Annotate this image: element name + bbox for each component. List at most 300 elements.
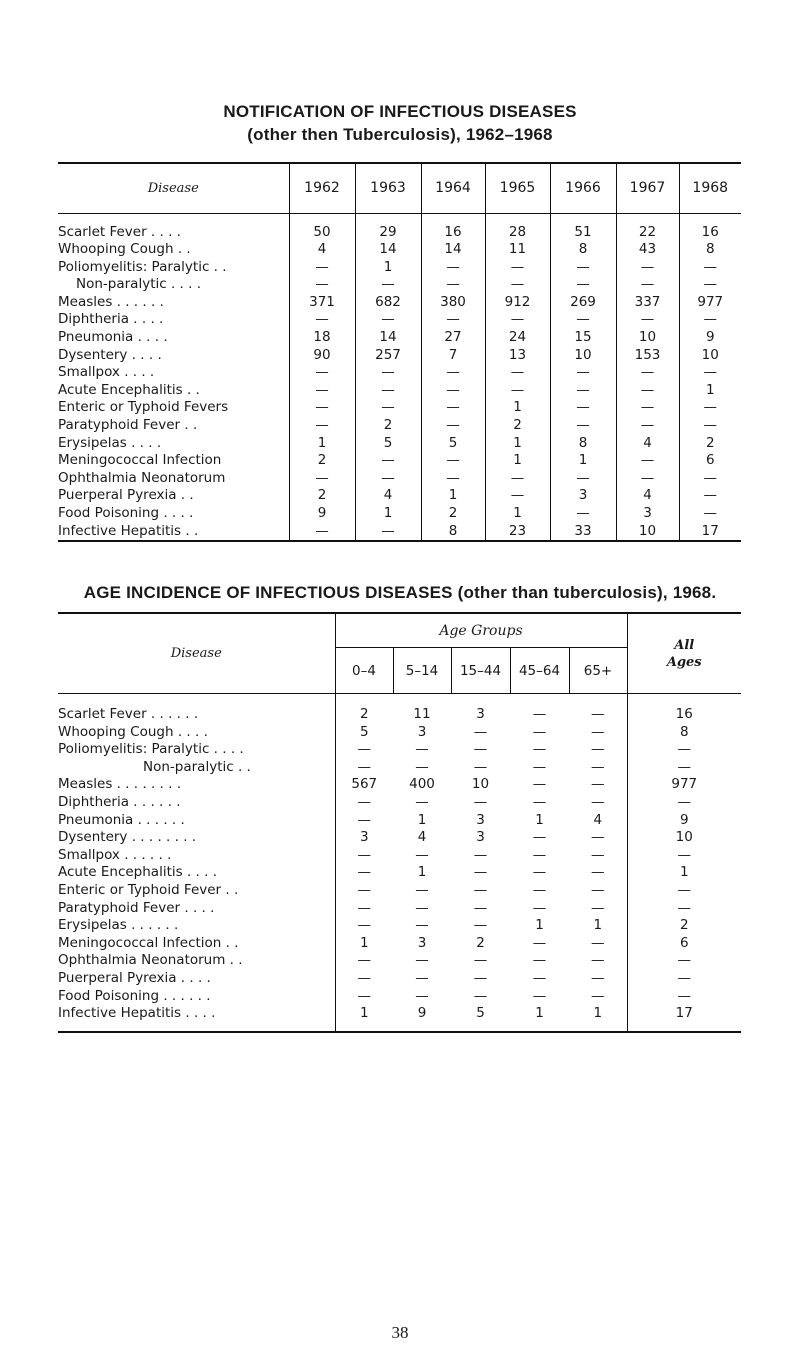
value-cell: 2 [627, 917, 741, 935]
value-cell: 9 [393, 1005, 451, 1032]
col-header-year: 1965 [485, 163, 550, 213]
value-cell: 8 [550, 241, 616, 259]
disease-name: Erysipelas . . . . . . [58, 917, 179, 934]
spacer-row [58, 213, 741, 224]
value-cell: — [415, 899, 429, 916]
value-cell: 24 [485, 329, 550, 347]
table-row [58, 935, 741, 953]
value-cell: — [532, 899, 547, 916]
value-cell: — [591, 934, 605, 951]
value-cell: — [532, 758, 547, 775]
disease-name: Poliomyelitis: Paralytic . . . . [58, 741, 244, 758]
table-row [58, 435, 741, 453]
value-cell: 4 [289, 241, 355, 259]
value-cell: — [335, 988, 393, 1006]
value-cell: 13 [485, 347, 550, 365]
value-cell: — [473, 864, 488, 881]
value-cell: 90 [289, 347, 355, 365]
spacer-cell [485, 213, 550, 224]
value-cell: — [550, 311, 616, 329]
disease-name: Diphtheria . . . . . . [58, 793, 181, 810]
col-header-age: 65+ [569, 648, 627, 694]
spacer-cell [58, 213, 289, 224]
table-row [58, 347, 741, 365]
value-cell: 14 [355, 329, 421, 347]
value-cell: 1 [485, 435, 550, 453]
value-cell: — [485, 487, 550, 505]
value-cell: — [421, 382, 485, 400]
value-cell: — [627, 882, 741, 900]
value-cell: 10 [616, 329, 679, 347]
value-cell: 9 [289, 505, 355, 523]
value-cell: 2 [289, 452, 355, 470]
value-cell: — [335, 900, 393, 918]
disease-name: Infective Hepatitis . . [58, 523, 289, 542]
value-cell: 11 [485, 241, 550, 259]
value-cell: 567 [335, 776, 393, 794]
value-cell: — [550, 382, 616, 400]
disease-name: Pneumonia . . . . [58, 329, 168, 346]
disease-name: Non-paralytic . . [143, 758, 251, 775]
value-cell: 4 [593, 811, 603, 828]
disease-name: Scarlet Fever . . . . [58, 223, 181, 240]
table-row [58, 794, 741, 812]
table-row [58, 329, 741, 347]
table-row [58, 706, 741, 724]
value-cell: — [679, 259, 741, 277]
value-cell: — [473, 793, 488, 810]
disease-name: Whooping Cough . . . . [58, 723, 208, 740]
col-header-disease: Disease [58, 163, 289, 213]
value-cell: — [335, 864, 393, 882]
value-cell: — [627, 900, 741, 918]
col-header-age: 5–14 [393, 648, 451, 694]
value-cell: — [473, 723, 488, 740]
value-cell: — [591, 899, 605, 916]
value-cell: — [591, 706, 605, 722]
value-cell: 5 [421, 435, 485, 453]
value-cell: — [289, 523, 355, 542]
table-row [58, 417, 741, 435]
spacer-row [58, 694, 741, 707]
value-cell: — [485, 311, 550, 329]
all-ages-line2: Ages [666, 654, 702, 670]
disease-name: Dysentery . . . . [58, 346, 162, 363]
table-row [58, 241, 741, 259]
value-cell: — [289, 382, 355, 400]
value-cell: — [532, 881, 547, 898]
col-header-year: 1963 [355, 163, 421, 213]
value-cell: 1 [485, 399, 550, 417]
disease-name: Diphtheria . . . . [58, 311, 164, 328]
value-cell: 1 [355, 505, 421, 523]
table1-subtitle: (other then Tuberculosis), 1962–1968 [247, 125, 553, 144]
value-cell: — [532, 706, 547, 722]
value-cell: 1 [535, 917, 544, 934]
value-cell: — [627, 847, 741, 865]
value-cell: — [415, 987, 429, 1004]
value-cell: — [355, 364, 421, 382]
value-cell: — [679, 311, 741, 329]
value-cell: 3 [550, 487, 616, 505]
value-cell: — [550, 259, 616, 277]
table-row [58, 988, 741, 1006]
value-cell: — [532, 952, 547, 969]
value-cell: 29 [355, 224, 421, 242]
value-cell: 1 [485, 452, 550, 470]
value-cell: — [473, 987, 488, 1004]
spacer-cell [569, 694, 627, 707]
page-number: 38 [391, 1323, 409, 1342]
table-row [58, 276, 741, 294]
value-cell: — [591, 723, 605, 740]
disease-name: Smallpox . . . . . . [58, 846, 172, 863]
value-cell: — [616, 276, 679, 294]
table-row [58, 487, 741, 505]
disease-name: Food Poisoning . . . . [58, 505, 194, 521]
value-cell: — [627, 759, 741, 777]
value-cell: — [355, 276, 421, 294]
value-cell: 682 [355, 294, 421, 312]
value-cell: — [421, 259, 485, 277]
value-cell: 50 [289, 224, 355, 242]
value-cell: — [421, 399, 485, 417]
table-row [58, 399, 741, 417]
value-cell: — [591, 881, 605, 898]
col-header-year: 1962 [289, 163, 355, 213]
col-header-year: 1964 [421, 163, 485, 213]
table-row [58, 776, 741, 794]
value-cell: 2 [289, 487, 355, 505]
value-cell: — [627, 741, 741, 759]
age-incidence-table [58, 612, 741, 1033]
value-cell: — [591, 829, 605, 846]
value-cell: — [627, 988, 741, 1006]
value-cell: — [473, 881, 488, 898]
value-cell: — [485, 382, 550, 400]
value-cell: — [473, 758, 488, 775]
col-header-age: 15–44 [451, 648, 510, 694]
value-cell: — [532, 846, 547, 863]
notifications-table [58, 162, 741, 542]
disease-name: Food Poisoning . . . . . . [58, 987, 211, 1004]
value-cell: 8 [679, 241, 741, 259]
value-cell: 17 [679, 523, 741, 542]
value-cell: — [591, 987, 605, 1004]
value-cell: 1 [355, 259, 421, 277]
value-cell: — [415, 741, 429, 758]
disease-name: Paratyphoid Fever . . . . [58, 899, 215, 916]
value-cell: — [415, 846, 429, 863]
spacer-cell [335, 694, 393, 707]
value-cell: — [550, 399, 616, 417]
value-cell: 912 [485, 294, 550, 312]
disease-name: Puerperal Pyrexia . . . . [58, 969, 211, 986]
value-cell: — [550, 417, 616, 435]
value-cell: — [485, 364, 550, 382]
disease-name: Enteric or Typhoid Fevers [58, 399, 229, 416]
disease-name: Measles . . . . . . [58, 293, 164, 310]
value-cell: — [289, 364, 355, 382]
value-cell: — [421, 276, 485, 294]
value-cell: — [421, 311, 485, 329]
age-groups-header: Age Groups [335, 613, 627, 648]
spacer-cell [289, 213, 355, 224]
value-cell: — [679, 364, 741, 382]
value-cell: — [591, 758, 605, 775]
value-cell: 6 [627, 935, 741, 953]
value-cell: — [591, 741, 605, 758]
col-header-year: 1966 [550, 163, 616, 213]
value-cell: 18 [289, 329, 355, 347]
value-cell: — [415, 758, 429, 775]
value-cell: 977 [679, 294, 741, 312]
value-cell: — [473, 846, 488, 863]
value-cell: — [532, 934, 547, 951]
value-cell: — [355, 382, 421, 400]
value-cell: 2 [355, 417, 421, 435]
value-cell: — [532, 723, 547, 740]
value-cell: — [616, 417, 679, 435]
value-cell: — [550, 364, 616, 382]
disease-name: Poliomyelitis: Paralytic . . [58, 258, 227, 275]
value-cell: 23 [485, 523, 550, 542]
value-cell: 7 [421, 347, 485, 365]
spacer-cell [550, 213, 616, 224]
value-cell: — [355, 399, 421, 417]
value-cell: — [532, 793, 547, 810]
value-cell: — [591, 793, 605, 810]
table-row [58, 294, 741, 312]
value-cell: — [679, 417, 741, 435]
disease-name: Whooping Cough . . [58, 241, 191, 258]
value-cell: — [679, 399, 741, 417]
table-row [58, 382, 741, 400]
value-cell: 8 [627, 724, 741, 742]
disease-name: Enteric or Typhoid Fever . . [58, 881, 239, 898]
value-cell: 9 [627, 812, 741, 830]
table-row [58, 917, 741, 935]
col-header-all-ages [627, 613, 741, 694]
value-cell: — [550, 276, 616, 294]
disease-name: Ophthalmia Neonatorum [58, 469, 226, 486]
value-cell: — [415, 969, 429, 986]
disease-name: Dysentery . . . . . . . . [58, 829, 197, 846]
table-row [58, 364, 741, 382]
spacer-cell [355, 213, 421, 224]
value-cell: 15 [550, 329, 616, 347]
value-cell: 153 [616, 347, 679, 365]
value-cell: — [679, 276, 741, 294]
value-cell: 9 [679, 329, 741, 347]
value-cell: 1 [535, 811, 544, 828]
value-cell: 10 [550, 347, 616, 365]
value-cell: — [421, 452, 485, 470]
table-row [58, 259, 741, 277]
value-cell: — [532, 829, 547, 846]
value-cell: — [289, 311, 355, 329]
table-row [58, 470, 741, 488]
value-cell: 400 [409, 776, 435, 793]
col-header-age: 0–4 [335, 648, 393, 694]
table-row [58, 864, 741, 882]
value-cell: — [679, 487, 741, 505]
table-row [58, 452, 741, 470]
value-cell: 3 [476, 706, 485, 722]
value-cell: 17 [627, 1005, 741, 1032]
value-cell: — [415, 917, 429, 934]
value-cell: — [591, 846, 605, 863]
value-cell: — [289, 259, 355, 277]
disease-name: Measles . . . . . . . . [58, 776, 182, 793]
value-cell: 28 [485, 224, 550, 242]
table1-header-row [58, 163, 741, 213]
table-row [58, 224, 741, 242]
value-cell: — [415, 793, 429, 810]
spacer-cell [393, 694, 451, 707]
value-cell: — [355, 311, 421, 329]
value-cell: — [335, 847, 393, 865]
value-cell: 10 [616, 523, 679, 542]
spacer-cell [510, 694, 569, 707]
disease-name: Puerperal Pyrexia . . [58, 487, 194, 504]
disease-name: Infective Hepatitis . . . . [58, 1005, 335, 1032]
value-cell: — [289, 417, 355, 435]
value-cell: — [473, 952, 488, 969]
value-cell: — [335, 952, 393, 970]
value-cell: 14 [355, 241, 421, 259]
value-cell: — [550, 505, 616, 523]
value-cell: 1 [335, 1005, 393, 1032]
value-cell: 5 [451, 1005, 510, 1032]
value-cell: — [616, 364, 679, 382]
value-cell: 2 [476, 934, 485, 951]
table2-title: AGE INCIDENCE OF INFECTIOUS DISEASES (other than tuberculosis), 1968. [83, 583, 717, 602]
value-cell: — [532, 776, 547, 793]
value-cell: 2 [679, 435, 741, 453]
value-cell: 10 [471, 776, 490, 793]
value-cell: 10 [679, 347, 741, 365]
value-cell: 3 [616, 505, 679, 523]
disease-name: Scarlet Fever . . . . . . [58, 706, 199, 722]
value-cell: — [335, 812, 393, 830]
table-row [58, 829, 741, 847]
value-cell: — [627, 970, 741, 988]
value-cell: 14 [421, 241, 485, 259]
value-cell: 1 [417, 864, 427, 881]
value-cell: — [591, 864, 605, 881]
value-cell: — [485, 276, 550, 294]
value-cell: — [532, 864, 547, 881]
value-cell: — [616, 399, 679, 417]
value-cell: 16 [421, 224, 485, 242]
value-cell: — [473, 917, 488, 934]
value-cell: 257 [355, 347, 421, 365]
value-cell: 4 [417, 829, 427, 846]
value-cell: — [679, 505, 741, 523]
value-cell: 1 [593, 917, 603, 934]
spacer-cell [451, 694, 510, 707]
value-cell: 27 [421, 329, 485, 347]
value-cell: — [421, 364, 485, 382]
spacer-cell [627, 694, 741, 707]
value-cell: 2 [421, 505, 485, 523]
disease-name: Non-paralytic . . . . [76, 276, 201, 293]
value-cell: — [627, 952, 741, 970]
table-row [58, 523, 741, 542]
table-row [58, 812, 741, 830]
value-cell: — [532, 969, 547, 986]
value-cell: 380 [421, 294, 485, 312]
value-cell: 10 [627, 829, 741, 847]
value-cell: 371 [289, 294, 355, 312]
value-cell: 43 [616, 241, 679, 259]
value-cell: 16 [627, 706, 741, 724]
disease-name: Acute Encephalitis . . . . [58, 864, 217, 881]
col-header-year: 1968 [679, 163, 741, 213]
value-cell: — [335, 794, 393, 812]
value-cell: — [550, 470, 616, 488]
value-cell: 8 [421, 523, 485, 542]
all-ages-line1: All [674, 637, 695, 653]
value-cell: 5 [335, 724, 393, 742]
value-cell: 2 [485, 417, 550, 435]
value-cell: 1 [550, 452, 616, 470]
spacer-cell [679, 213, 741, 224]
disease-name: Meningococcal Infection [58, 452, 222, 469]
value-cell: 3 [417, 723, 427, 740]
table-row [58, 741, 741, 759]
value-cell: 33 [550, 523, 616, 542]
table-row [58, 847, 741, 865]
value-cell: — [485, 259, 550, 277]
disease-name: Meningococcal Infection . . [58, 934, 239, 951]
disease-name: Smallpox . . . . [58, 364, 155, 381]
table-row [58, 900, 741, 918]
value-cell: — [421, 417, 485, 435]
table-row [58, 505, 741, 523]
table1-title: NOTIFICATION OF INFECTIOUS DISEASES [223, 102, 577, 121]
table-row [58, 882, 741, 900]
value-cell: 16 [679, 224, 741, 242]
value-cell: — [532, 741, 547, 758]
value-cell: — [415, 952, 429, 969]
col-header-year: 1967 [616, 163, 679, 213]
spacer-cell [421, 213, 485, 224]
value-cell: 3 [476, 829, 485, 846]
table-row [58, 1005, 741, 1032]
value-cell: 22 [616, 224, 679, 242]
value-cell: 1 [289, 435, 355, 453]
value-cell: 4 [355, 487, 421, 505]
value-cell: — [289, 470, 355, 488]
table-row [58, 724, 741, 742]
value-cell: 1 [679, 382, 741, 400]
value-cell: — [616, 470, 679, 488]
value-cell: — [627, 794, 741, 812]
value-cell: — [532, 987, 547, 1004]
value-cell: — [485, 470, 550, 488]
value-cell: 4 [616, 487, 679, 505]
value-cell: — [289, 399, 355, 417]
value-cell: 4 [616, 435, 679, 453]
value-cell: — [616, 382, 679, 400]
value-cell: — [355, 523, 421, 542]
table2-header-row-1 [58, 613, 741, 648]
value-cell: — [591, 969, 605, 986]
col-header-age: 45–64 [510, 648, 569, 694]
value-cell: — [335, 882, 393, 900]
